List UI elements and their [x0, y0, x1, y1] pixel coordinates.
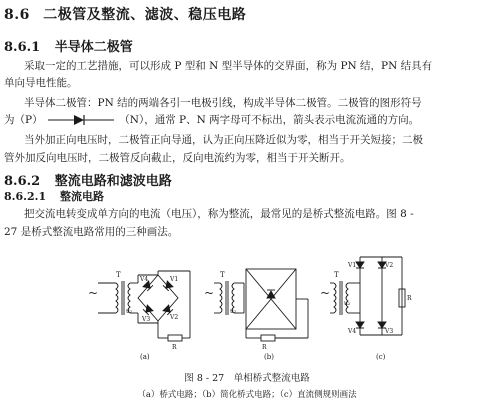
ac-source-label: ~ — [204, 286, 215, 300]
diode-label: V1 — [348, 262, 357, 269]
subsection-number: 8.6.1 — [4, 40, 41, 55]
subsection-title: 半导体二极管 — [54, 40, 133, 55]
diode-label: V4 — [348, 328, 357, 335]
transformer-label: T — [116, 271, 121, 279]
u2-label: u₂ — [126, 308, 133, 315]
paragraph-line: 半导体二极管：PN 结的两端各引一电极引线，构成半导体二极管。二极管的图形符号 — [24, 97, 422, 109]
diode-label: V3 — [385, 328, 394, 335]
u2-label: u₂ — [230, 308, 237, 315]
figure-subcaption: （a）桥式电路；（b）简化桥式电路；（c）直流侧规则画法 — [137, 390, 357, 400]
diode-label: V3 — [142, 316, 151, 323]
paragraph-line: 把交流电转变成单方向的电流（电压），称为整流，最常见的是桥式整流电路。图 8 - — [24, 208, 414, 220]
ac-source-label: ~ — [88, 286, 99, 300]
diagram-c-label: (c) — [376, 353, 386, 361]
diagram-a — [88, 271, 190, 361]
diode-label: V4 — [140, 276, 149, 283]
diagram-b — [204, 269, 308, 361]
subsubsection-title: 整流电路 — [59, 190, 104, 203]
u2-label: u₂ — [344, 300, 351, 307]
paragraph-line: 27 是桥式整流电路常用的三种画法。 — [4, 226, 179, 238]
load-label: R — [172, 344, 177, 351]
paragraph-line: 采取一定的工艺措施，可以形成 P 型和 N 型半导体的交界面，称为 PN 结，PN 结具有 — [24, 60, 433, 72]
transformer-label: T — [334, 271, 339, 279]
diode-symbol-prefix: 为（P） — [4, 114, 43, 126]
subsection-heading — [4, 36, 133, 55]
section-heading — [4, 4, 246, 24]
diagram-b-label: (b) — [264, 353, 274, 361]
load-label: R — [262, 344, 267, 351]
paragraph-line: 管外加反向电压时，二极管反向截止，反向电流约为零，相当于开关断开。 — [4, 152, 351, 164]
figure-caption: 图 8 - 27 单相桥式整流电路 — [184, 373, 310, 384]
subsubsection-heading — [4, 188, 104, 204]
diode-label: V2 — [385, 262, 394, 269]
diode-symbol-icon — [46, 113, 116, 127]
subsubsection-number: 8.6.2.1 — [4, 190, 47, 203]
diode-label: V2 — [170, 314, 179, 321]
diagram-a-label: (a) — [140, 353, 150, 361]
paragraph-line — [4, 112, 490, 129]
diagram-c — [320, 257, 412, 361]
subsection-number: 8.6.2 — [4, 174, 41, 189]
ac-source-label: ~ — [320, 286, 331, 300]
diode-label: V1 — [170, 276, 179, 283]
subsection-heading — [4, 170, 172, 189]
paragraph-line: 单向导电性能。 — [4, 77, 78, 89]
paragraph-line: 当外加正向电压时，二极管正向导通，认为正向压降近似为零，相当于开关短接；二极 — [24, 134, 423, 146]
bridge-rectifier-diagrams — [86, 253, 416, 363]
diode-symbol-suffix: （N），通常 P、N 两字母可不标出，箭头表示电流流通的方向。 — [119, 114, 420, 126]
section-number: 8.6 — [4, 7, 30, 23]
subsection-title: 整流电路和滤波电路 — [54, 174, 172, 189]
section-title: 二极管及整流、滤波、稳压电路 — [43, 7, 247, 23]
transformer-label: T — [220, 271, 225, 279]
load-label: R — [407, 295, 412, 302]
